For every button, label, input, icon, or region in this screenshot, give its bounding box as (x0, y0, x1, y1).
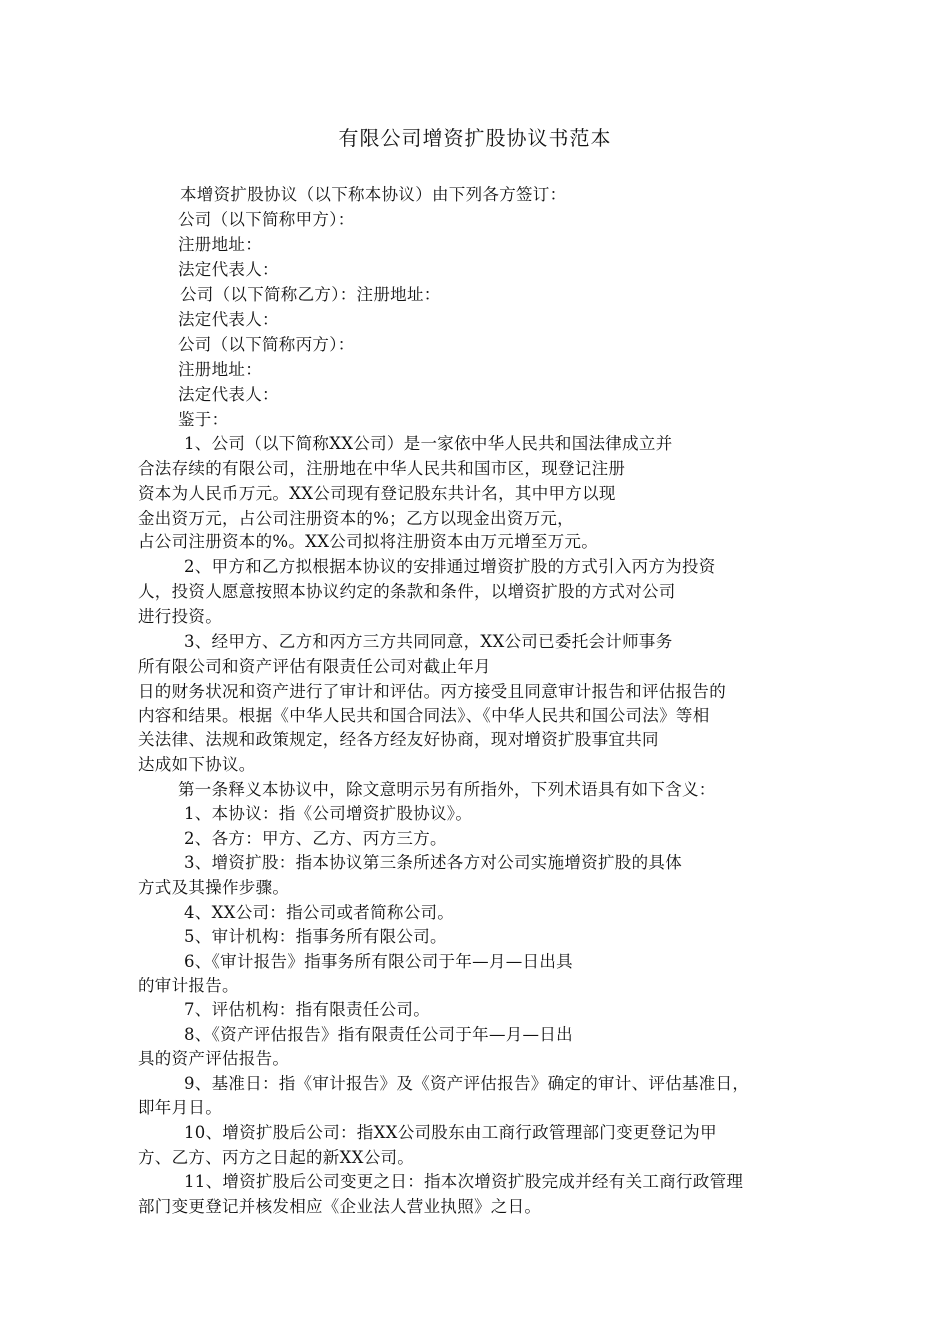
text-line: 合法存续的有限公司，注册地在中华人民共和国市区，现登记注册 (138, 459, 626, 478)
text-line: 1、公司（以下简称XX公司）是一家依中华人民共和国法律成立并 (184, 434, 673, 453)
text-line: 4、XX公司：指公司或者简称公司。 (184, 903, 455, 922)
text-line: 部门变更登记并核发相应《企业法人营业执照》之日。 (138, 1197, 542, 1216)
text-line: 达成如下协议。 (138, 755, 256, 774)
text-line: 法定代表人： (178, 260, 279, 279)
text-line: 进行投资。 (138, 607, 222, 626)
text-line: 金出资万元，占公司注册资本的%；乙方以现金出资万元， (138, 509, 574, 528)
text-line: 5、审计机构：指事务所有限公司。 (184, 927, 447, 946)
text-line: 资本为人民币万元。XX公司现有登记股东共计名，其中甲方以现 (138, 484, 616, 503)
text-line: 所有限公司和资产评估有限责任公司对截止年月 (138, 657, 491, 676)
text-line: 7、评估机构：指有限责任公司。 (184, 1000, 430, 1019)
text-line: 公司（以下简称乙方）：注册地址： (180, 285, 441, 304)
text-line: 方式及其操作步骤。 (138, 878, 290, 897)
text-line: 6、《审计报告》指事务所有限公司于年—月—日出具 (184, 952, 573, 971)
text-line: 2、甲方和乙方拟根据本协议的安排通过增资扩股的方式引入丙方为投资 (184, 557, 716, 576)
text-line: 1、本协议：指《公司增资扩股协议》。 (184, 804, 473, 823)
text-line: 即年月日。 (138, 1098, 222, 1117)
text-line: 第一条释义本协议中，除文意明示另有所指外，下列术语具有如下含义： (178, 780, 716, 799)
text-line: 公司（以下简称丙方）： (178, 335, 355, 354)
text-line: 内容和结果。根据《中华人民共和国合同法》、《中华人民共和国公司法》等相 (138, 706, 710, 725)
text-line: 具的资产评估报告。 (138, 1049, 290, 1068)
text-line: 11、增资扩股后公司变更之日：指本次增资扩股完成并经有关工商行政管理 (184, 1172, 744, 1191)
text-line: 法定代表人： (178, 385, 279, 404)
text-line: 人，投资人愿意按照本协议约定的条款和条件，以增资扩股的方式对公司 (138, 582, 676, 601)
text-line: 日的财务状况和资产进行了审计和评估。丙方接受且同意审计报告和评估报告的 (138, 682, 726, 701)
text-line: 2、各方：甲方、乙方、丙方三方。 (184, 829, 447, 848)
text-line: 3、增资扩股：指本协议第三条所述各方对公司实施增资扩股的具体 (184, 853, 682, 872)
text-line: 方、乙方、丙方之日起的新XX公司。 (138, 1148, 415, 1167)
text-line: 注册地址： (178, 360, 262, 379)
document-title: 有限公司增资扩股协议书范本 (338, 126, 612, 150)
text-line: 的审计报告。 (138, 976, 239, 995)
text-line: 注册地址： (178, 235, 262, 254)
text-line: 本增资扩股协议（以下称本协议）由下列各方签订： (180, 185, 567, 204)
text-line: 8、《资产评估报告》指有限责任公司于年—月—日出 (184, 1025, 573, 1044)
text-line: 10、增资扩股后公司：指XX公司股东由工商行政管理部门变更登记为甲 (184, 1123, 717, 1142)
text-line: 法定代表人： (178, 310, 279, 329)
text-line: 鉴于： (178, 410, 229, 429)
text-line: 3、经甲方、乙方和丙方三方共同同意，XX公司已委托会计师事务 (184, 632, 673, 651)
text-line: 占公司注册资本的%。XX公司拟将注册资本由万元增至万元。 (138, 532, 599, 551)
text-line: 关法律、法规和政策规定，经各方经友好协商，现对增资扩股事宜共同 (138, 730, 659, 749)
text-line: 公司（以下简称甲方）： (178, 210, 355, 229)
text-line: 9、基准日：指《审计报告》及《资产评估报告》确定的审计、评估基准日， (184, 1074, 750, 1093)
